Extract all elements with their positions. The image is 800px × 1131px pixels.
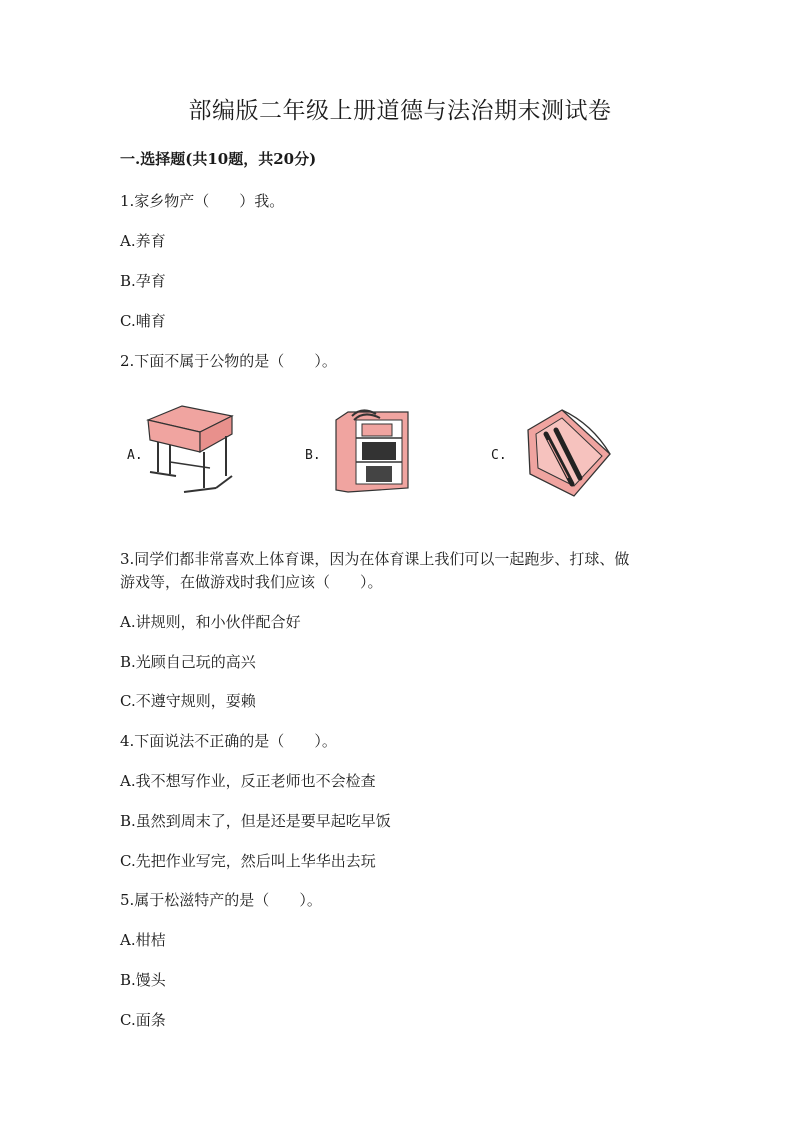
question-3-option-c: C.不遵守规则，耍赖	[120, 692, 256, 710]
question-4-option-c: C.先把作业写完，然后叫上华华出去玩	[120, 852, 376, 870]
bookshelf-icon	[332, 406, 414, 496]
question-4-option-b: B.虽然到周末了，但是还是要早起吃早饭	[120, 812, 391, 830]
section-heading: 一.选择题(共10题，共20分)	[120, 150, 317, 168]
pencil-case-icon	[522, 404, 614, 500]
question-4-stem: 4.下面说法不正确的是（ ）。	[120, 732, 337, 750]
question-1-option-a: A.养育	[120, 232, 166, 250]
question-5-stem: 5.属于松滋特产的是（ ）。	[120, 891, 322, 909]
question-1-option-c: C.哺育	[120, 312, 166, 330]
question-3-option-a: A.讲规则，和小伙伴配合好	[120, 613, 301, 631]
question-3-stem-line-1: 3.同学们都非常喜欢上体育课，因为在体育课上我们可以一起跑步、打球、做	[120, 550, 630, 568]
question-5-option-a: A.柑桔	[120, 931, 166, 949]
page-title: 部编版二年级上册道德与法治期末测试卷	[188, 98, 612, 124]
question-2-stem: 2.下面不属于公物的是（ ）。	[120, 352, 337, 370]
question-1-stem: 1.家乡物产（ ）我。	[120, 192, 285, 210]
question-2-figure-label-c: C.	[491, 448, 507, 463]
school-desk-icon	[140, 402, 240, 502]
question-2-figure-label-a: A.	[127, 448, 143, 463]
question-2-figure-label-b: B.	[305, 448, 321, 463]
question-3-stem-line-2: 游戏等，在做游戏时我们应该（ ）。	[120, 573, 383, 591]
question-1-option-b: B.孕育	[120, 272, 166, 290]
question-4-option-a: A.我不想写作业，反正老师也不会检查	[120, 772, 376, 790]
question-5-option-c: C.面条	[120, 1011, 166, 1029]
question-3-option-b: B.光顾自己玩的高兴	[120, 653, 256, 671]
question-5-option-b: B.馒头	[120, 971, 166, 989]
